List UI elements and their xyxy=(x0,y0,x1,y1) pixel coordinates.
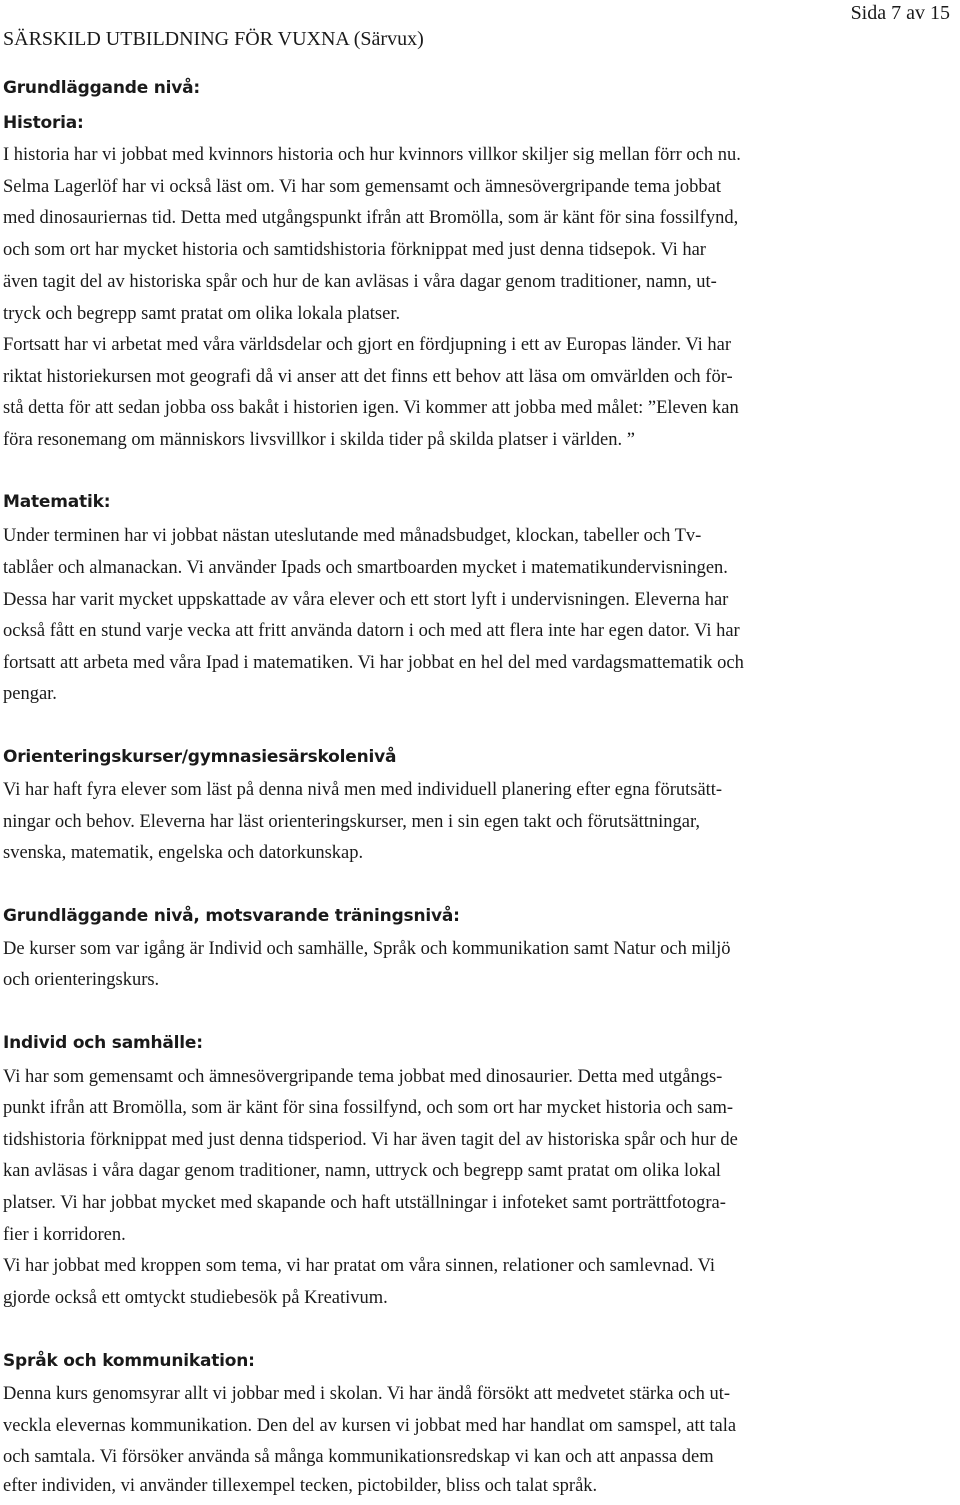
paragraph-line: Fortsatt har vi arbetat med våra världsdelar och gjort en fördjupning i ett av Europas länder. Vi har xyxy=(3,335,732,355)
paragraph-line: också fått en stund varje vecka att fritt använda datorn i och med att flera inte har egen dator. Vi har xyxy=(3,621,740,641)
paragraph-line: Denna kurs genomsyrar allt vi jobbar med i skolan. Vi har ändå försökt att medvetet stärka och ut- xyxy=(3,1384,731,1404)
section-heading-sprak-och-kommunikation: Språk och kommunikation: xyxy=(3,1351,255,1371)
paragraph-line: De kurser som var igång är Individ och samhälle, Språk och kommunikation samt Natur och miljö xyxy=(3,939,731,959)
paragraph-line: med dinosauriernas tid. Detta med utgångspunkt ifrån att Bromölla, som är känt för sina fossilfynd, xyxy=(3,208,739,228)
subheading-historia: Historia: xyxy=(3,113,84,133)
page-number: Sida 7 av 15 xyxy=(850,2,950,24)
paragraph-line: Vi har som gemensamt och ämnesövergripande tema jobbat med dinosaurier. Detta med utgångs- xyxy=(3,1067,723,1087)
paragraph-line: gjorde också ett omtyckt studiebesök på Kreativum. xyxy=(3,1288,388,1308)
paragraph-line: tryck och begrepp samt pratat om olika lokala platser. xyxy=(3,304,401,324)
section-heading-individ-och-samhalle: Individ och samhälle: xyxy=(3,1033,203,1053)
paragraph-line: och orienteringskurs. xyxy=(3,970,160,990)
paragraph-line: I historia har vi jobbat med kvinnors historia och hur kvinnors villkor skiljer sig mellan förr och nu. xyxy=(3,145,741,165)
paragraph-line: tablåer och almanackan. Vi använder Ipads och smartboarden mycket i matematikundervisningen. xyxy=(3,558,728,578)
paragraph-line: platser. Vi har jobbat mycket med skapande och haft utställningar i infoteket samt porträttfotogra- xyxy=(3,1193,726,1213)
paragraph-line: föra resonemang om människors livsvillkor i skilda tider på skilda platser i världen. ” xyxy=(3,430,635,450)
paragraph-line: efter individen, vi använder tillexempel tecken, pictobilder, bliss och talat språk. xyxy=(3,1476,598,1496)
paragraph-line: fier i korridoren. xyxy=(3,1225,126,1245)
paragraph-line: och samtala. Vi försöker använda så många kommunikationsredskap vi kan och att anpassa dem xyxy=(3,1447,714,1467)
paragraph-line: veckla elevernas kommunikation. Den del av kursen vi jobbat med har handlat om samspel, att tala xyxy=(3,1416,737,1436)
paragraph-line: kan avläsas i våra dagar genom traditioner, namn, uttryck och begrepp samt pratat om olika lokal xyxy=(3,1161,721,1181)
section-heading-matematik: Matematik: xyxy=(3,492,111,512)
paragraph-line: ningar och behov. Eleverna har läst orienteringskurser, men i sin egen takt och förutsättningar, xyxy=(3,812,701,832)
paragraph-line: även tagit del av historiska spår och hur de kan avläsas i våra dagar genom traditioner, namn, ut- xyxy=(3,272,717,292)
paragraph-line: punkt ifrån att Bromölla, som är känt för sina fossilfynd, och som ort har mycket historia och sam- xyxy=(3,1098,734,1118)
paragraph-line: tidshistoria förknippat med just denna tidsperiod. Vi har även tagit del av historiska spår och hur de xyxy=(3,1130,738,1150)
section-heading-grundlaggande: Grundläggande nivå: xyxy=(3,78,201,98)
paragraph-line: Selma Lagerlöf har vi också läst om. Vi har som gemensamt och ämnesövergripande tema jobbat xyxy=(3,177,721,197)
paragraph-line: pengar. xyxy=(3,684,57,704)
paragraph-line: riktat historiekursen mot geografi då vi anser att det finns ett behov att läsa om omvärlden och för- xyxy=(3,367,733,387)
paragraph-line: Vi har haft fyra elever som läst på denna nivå men med individuell planering efter egna förutsätt- xyxy=(3,780,723,800)
paragraph-line: svenska, matematik, engelska och datorkunskap. xyxy=(3,843,364,863)
section-heading-orienteringskurser: Orienteringskurser/gymnasiesärskolenivå xyxy=(3,747,397,767)
paragraph-line: och som ort har mycket historia och samtidshistoria förknippat med just denna tidsepok. Vi har xyxy=(3,240,706,260)
section-heading-traningsniva: Grundläggande nivå, motsvarande träningsnivå: xyxy=(3,906,460,926)
paragraph-line: stå detta för att sedan jobba oss bakåt i historien igen. Vi kommer att jobba med målet: ”Eleven kan xyxy=(3,398,739,418)
document-title: SÄRSKILD UTBILDNING FÖR VUXNA (Särvux) xyxy=(3,28,424,50)
paragraph-line: Under terminen har vi jobbat nästan uteslutande med månadsbudget, klockan, tabeller och Tv- xyxy=(3,526,702,546)
paragraph-line: fortsatt att arbeta med våra Ipad i matematiken. Vi har jobbat en hel del med vardagsmattematik och xyxy=(3,653,744,673)
paragraph-line: Vi har jobbat med kroppen som tema, vi har pratat om våra sinnen, relationer och samlevnad. Vi xyxy=(3,1256,716,1276)
paragraph-line: Dessa har varit mycket uppskattade av våra elever och ett stort lyft i undervisningen. Eleverna har xyxy=(3,590,729,610)
